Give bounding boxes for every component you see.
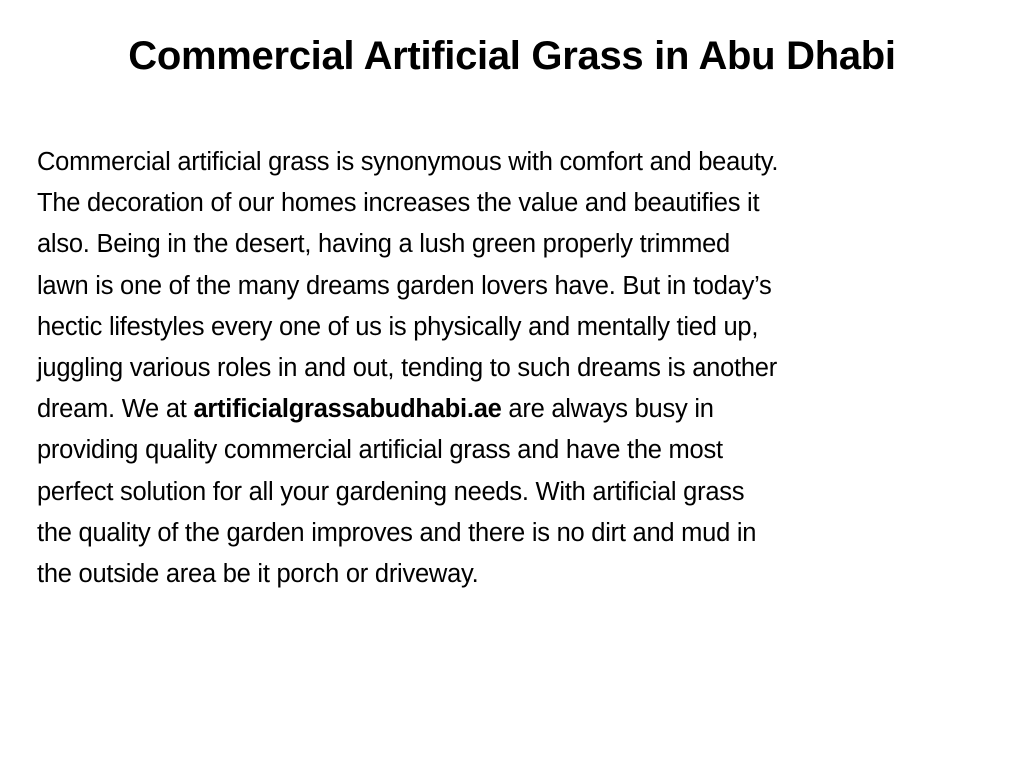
body-line: providing quality commercial artificial grass and have the most	[37, 436, 723, 465]
body-line: hectic lifestyles every one of us is physically and mentally tied up,	[37, 312, 759, 341]
body-text: are always busy in	[501, 395, 714, 424]
body-line: Commercial artificial grass is synonymous with comfort and beauty.	[37, 148, 779, 176]
slide-body-paragraph	[37, 142, 987, 595]
body-line: The decoration of our homes increases the value and beautifies it	[37, 189, 760, 218]
body-line: perfect solution for all your gardening needs. With artificial grass	[37, 477, 745, 506]
body-line: juggling various roles in and out, tending to such dreams is another	[37, 354, 777, 383]
body-line: lawn is one of the many dreams garden lovers have. But in today’s	[37, 271, 772, 300]
body-line: also. Being in the desert, having a lush green properly trimmed	[37, 230, 730, 259]
body-line: the quality of the garden improves and there is no dirt and mud in	[37, 518, 757, 547]
website-name: artificialgrassabudhabi.ae	[193, 395, 502, 424]
slide-title: Commercial Artificial Grass in Abu Dhabi	[128, 34, 896, 78]
body-line: the outside area be it porch or driveway.	[37, 560, 479, 589]
body-line-with-link	[37, 389, 987, 430]
body-text: dream. We at	[37, 395, 194, 424]
